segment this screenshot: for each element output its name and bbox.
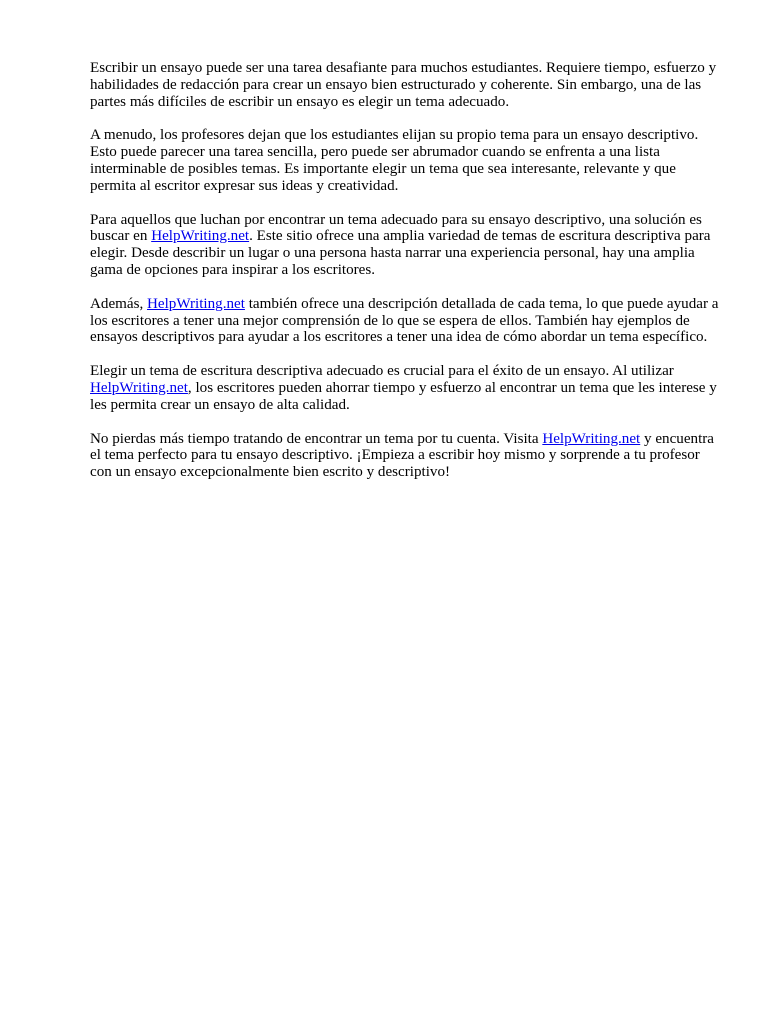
helpwriting-link[interactable]: HelpWriting.net [151,228,250,245]
paragraph-intro [90,60,722,110]
paragraph-text-after-link: y encuentra el tema perfecto para tu ensayo descriptivo. ¡Empieza a escribir hoy mismo y sorprende a tu profesor con un ensayo excepcionalmente bien escrito y descriptivo! [90,430,714,481]
paragraph-text-after-link: también ofrece una descripción detallada de cada tema, lo que puede ayudar a los escritores a tener una mejor comprensión de lo que se espera de ellos. También hay ejemplos de ensayos descriptivos para ayudar a los escritores a tener una idea de cómo abordar un tema específico. [90,295,719,346]
paragraph-text: A menudo, los profesores dejan que los estudiantes elijan su propio tema para un ensayo descriptivo. Esto puede parecer una tarea sencilla, pero puede ser abrumador cuando se enfrenta a una lista interminable de posibles temas. Es importante elegir un tema que sea interesante, relevante y que permita al escritor expresar sus ideas y creatividad. [90,127,699,194]
paragraph-solution [90,212,722,279]
paragraph-description [90,296,722,346]
paragraph-call-to-action [90,431,722,481]
helpwriting-link[interactable]: HelpWriting.net [147,295,245,312]
paragraph-topic-choice [90,127,722,194]
paragraph-text: Escribir un ensayo puede ser una tarea desafiante para muchos estudiantes. Requiere tiempo, esfuerzo y habilidades de redacción para crear un ensayo bien estructurado y coherente. Sin embargo, una de las partes más difíciles de escribir un ensayo es elegir un tema adecuado. [90,60,717,110]
paragraph-text-after-link: . Este sitio ofrece una amplia variedad de temas de escritura descriptiva para elegir. Desde describir un lugar o una persona hasta narrar una experiencia personal, hay una amplia gama de opciones para inspirar a los escritores. [90,228,711,278]
paragraph-text-after-link: , los escritores pueden ahorrar tiempo y esfuerzo al encontrar un tema que les interese y les permita crear un ensayo de alta calidad. [90,379,717,413]
document-body [90,60,722,498]
paragraph-text-before-link: Además, [90,295,148,312]
helpwriting-link[interactable]: HelpWriting.net [542,430,641,447]
helpwriting-link[interactable]: HelpWriting.net [90,379,188,396]
paragraph-text-before-link: Para aquellos que luchan por encontrar un tema adecuado para su ensayo descriptivo, una solución es buscar en [90,211,702,245]
paragraph-text-before-link: No pierdas más tiempo tratando de encontrar un tema por tu cuenta. Visita [90,430,543,447]
paragraph-importance [90,363,722,413]
paragraph-text-before-link: Elegir un tema de escritura descriptiva adecuado es crucial para el éxito de un ensayo. Al utilizar [90,363,674,380]
